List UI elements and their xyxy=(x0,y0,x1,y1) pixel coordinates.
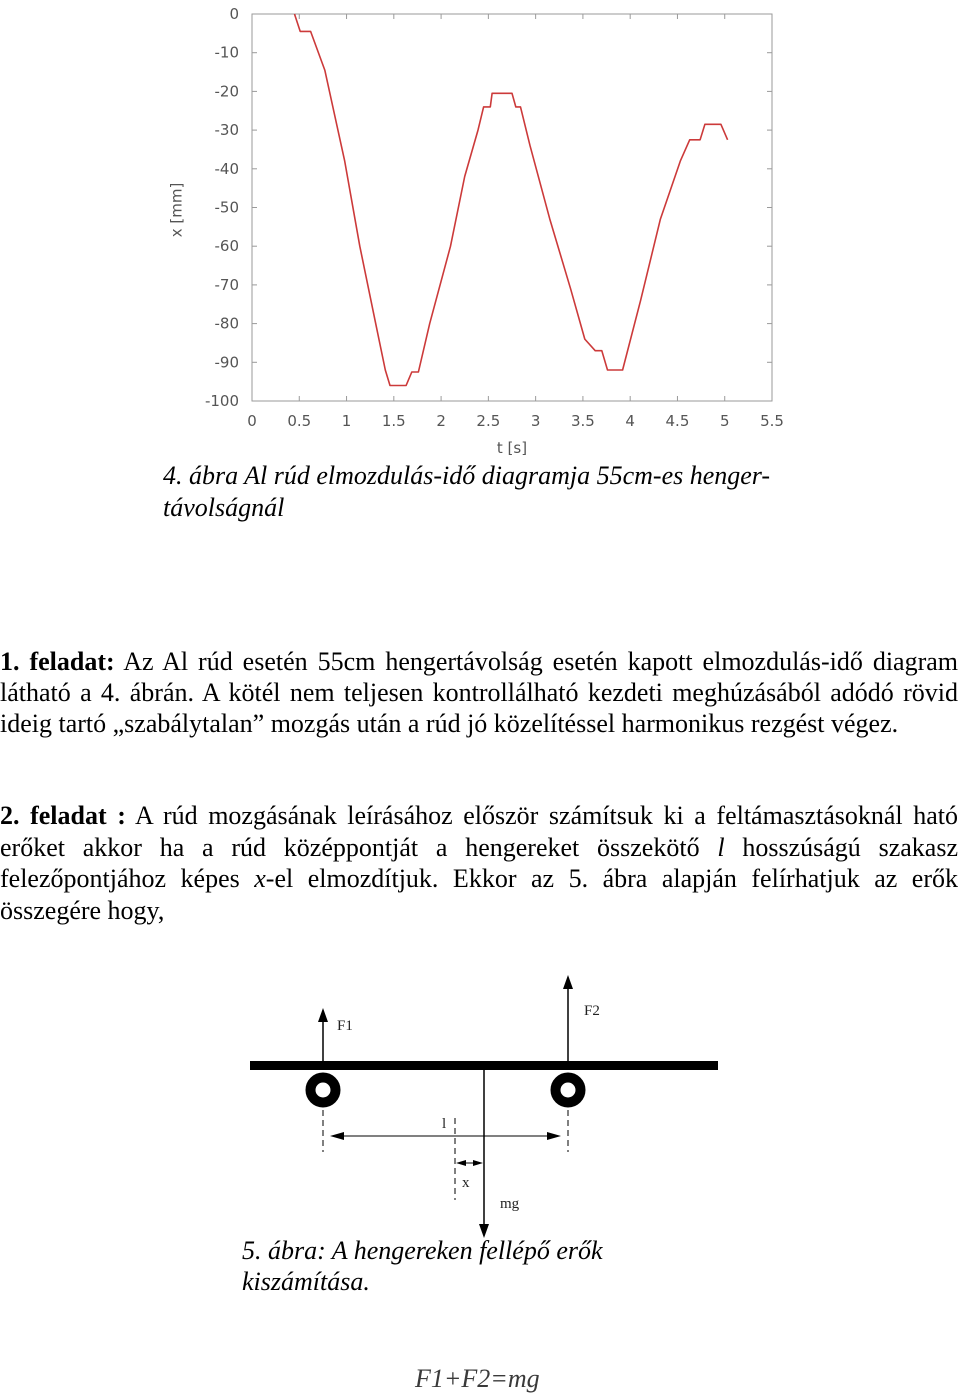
problem2-line3 xyxy=(0,864,958,894)
problem1-line2: látható a 4. ábrán. A kötél nem teljesen kontrollálható kezdeti meghúzásából adódó rövid xyxy=(0,678,958,707)
y-tick-label: -30 xyxy=(214,121,239,140)
problem1-label: 1. feladat: xyxy=(0,647,115,676)
f1-label: F1 xyxy=(337,1018,353,1034)
axis-ticks xyxy=(205,5,784,430)
plot-frame xyxy=(252,14,772,401)
f2-label: F2 xyxy=(584,1003,600,1019)
l-dimension-arrow-right xyxy=(547,1132,561,1140)
roller-left xyxy=(311,1078,336,1103)
problem2-line3-start: felezőpontjához képes xyxy=(0,864,255,893)
problem1-line3: ideig tartó „szabálytalan” mozgás után a rúd jó közelítéssel harmonikus rezgést végez. xyxy=(0,709,899,738)
x-tick-label: 0 xyxy=(247,412,257,430)
x-tick-label: 3.5 xyxy=(570,412,595,430)
f1-arrow-head xyxy=(318,1008,328,1022)
x-label: x xyxy=(462,1175,470,1191)
y-tick-label: -70 xyxy=(214,275,239,294)
x-tick-label: 4 xyxy=(625,412,635,430)
y-axis-label: x [mm] xyxy=(167,182,186,238)
figure4-caption-line2: távolságnál xyxy=(163,493,285,522)
problem1-line1 xyxy=(0,647,958,677)
x-tick-label: 5 xyxy=(719,412,730,430)
y-tick-label: -10 xyxy=(214,43,239,62)
figure5-caption-line1: 5. ábra: A hengereken fellépő erők xyxy=(242,1236,603,1265)
y-tick-label: -80 xyxy=(214,314,239,333)
force-equation: F1+F2=mg xyxy=(415,1364,540,1393)
x-tick-label: 2.5 xyxy=(476,412,501,430)
x-tick-label: 1 xyxy=(341,412,352,430)
problem2-line2-end: hosszúságú szakasz xyxy=(724,833,958,862)
problem2-text: A rúd mozgásának leírásához először számítsuk ki a feltámasztásoknál ható xyxy=(135,801,959,830)
figure5-caption-line2: kiszámítása. xyxy=(242,1267,370,1296)
variable-x: x xyxy=(254,864,266,893)
y-tick-label: -100 xyxy=(204,392,239,410)
x-dimension-arrow-left xyxy=(456,1160,466,1166)
displacement-time-chart xyxy=(0,0,960,460)
y-tick-label: -40 xyxy=(214,159,239,178)
displacement-series-line xyxy=(295,14,728,386)
roller-right xyxy=(556,1078,581,1103)
variable-l: l xyxy=(717,833,725,862)
figure4-caption-line1: 4. ábra Al rúd elmozdulás-idő diagramja 55cm-es henger- xyxy=(163,461,771,490)
problem2-line2 xyxy=(0,833,958,863)
x-tick-label: 1.5 xyxy=(381,412,406,430)
l-dimension-arrow-left xyxy=(330,1132,344,1140)
problem2-line4: összegére hogy, xyxy=(0,896,165,925)
x-tick-label: 5.5 xyxy=(760,412,784,430)
y-tick-label: -20 xyxy=(214,82,239,101)
problem2-label: 2. feladat : xyxy=(0,801,126,830)
x-tick-label: 2 xyxy=(436,412,446,430)
x-tick-label: 3 xyxy=(530,412,541,430)
problem1-text: Az Al rúd esetén 55cm hengertávolság esetén kapott elmozdulás-idő diagram xyxy=(123,647,958,676)
problem2-line3-end: -el elmozdítjuk. Ekkor az 5. ábra alapján felírhatjuk az erők xyxy=(265,864,958,893)
x-tick-label: 4.5 xyxy=(665,412,690,430)
mg-label: mg xyxy=(500,1196,520,1212)
problem2-line1 xyxy=(0,801,958,831)
x-dimension-arrow-right xyxy=(473,1160,483,1166)
x-axis-label: t [s] xyxy=(496,439,528,457)
problem2-line2-start: erőket akkor ha a rúd középpontját a hengereket összekötő xyxy=(0,833,718,862)
x-tick-label: 0.5 xyxy=(287,412,312,430)
y-tick-label: 0 xyxy=(229,5,239,23)
l-label: l xyxy=(442,1116,447,1132)
y-tick-label: -60 xyxy=(214,237,239,256)
y-tick-label: -90 xyxy=(214,353,239,372)
y-tick-label: -50 xyxy=(214,198,239,217)
forces-diagram xyxy=(0,960,960,1250)
f2-arrow-head xyxy=(563,975,573,989)
series-layer xyxy=(295,14,728,386)
